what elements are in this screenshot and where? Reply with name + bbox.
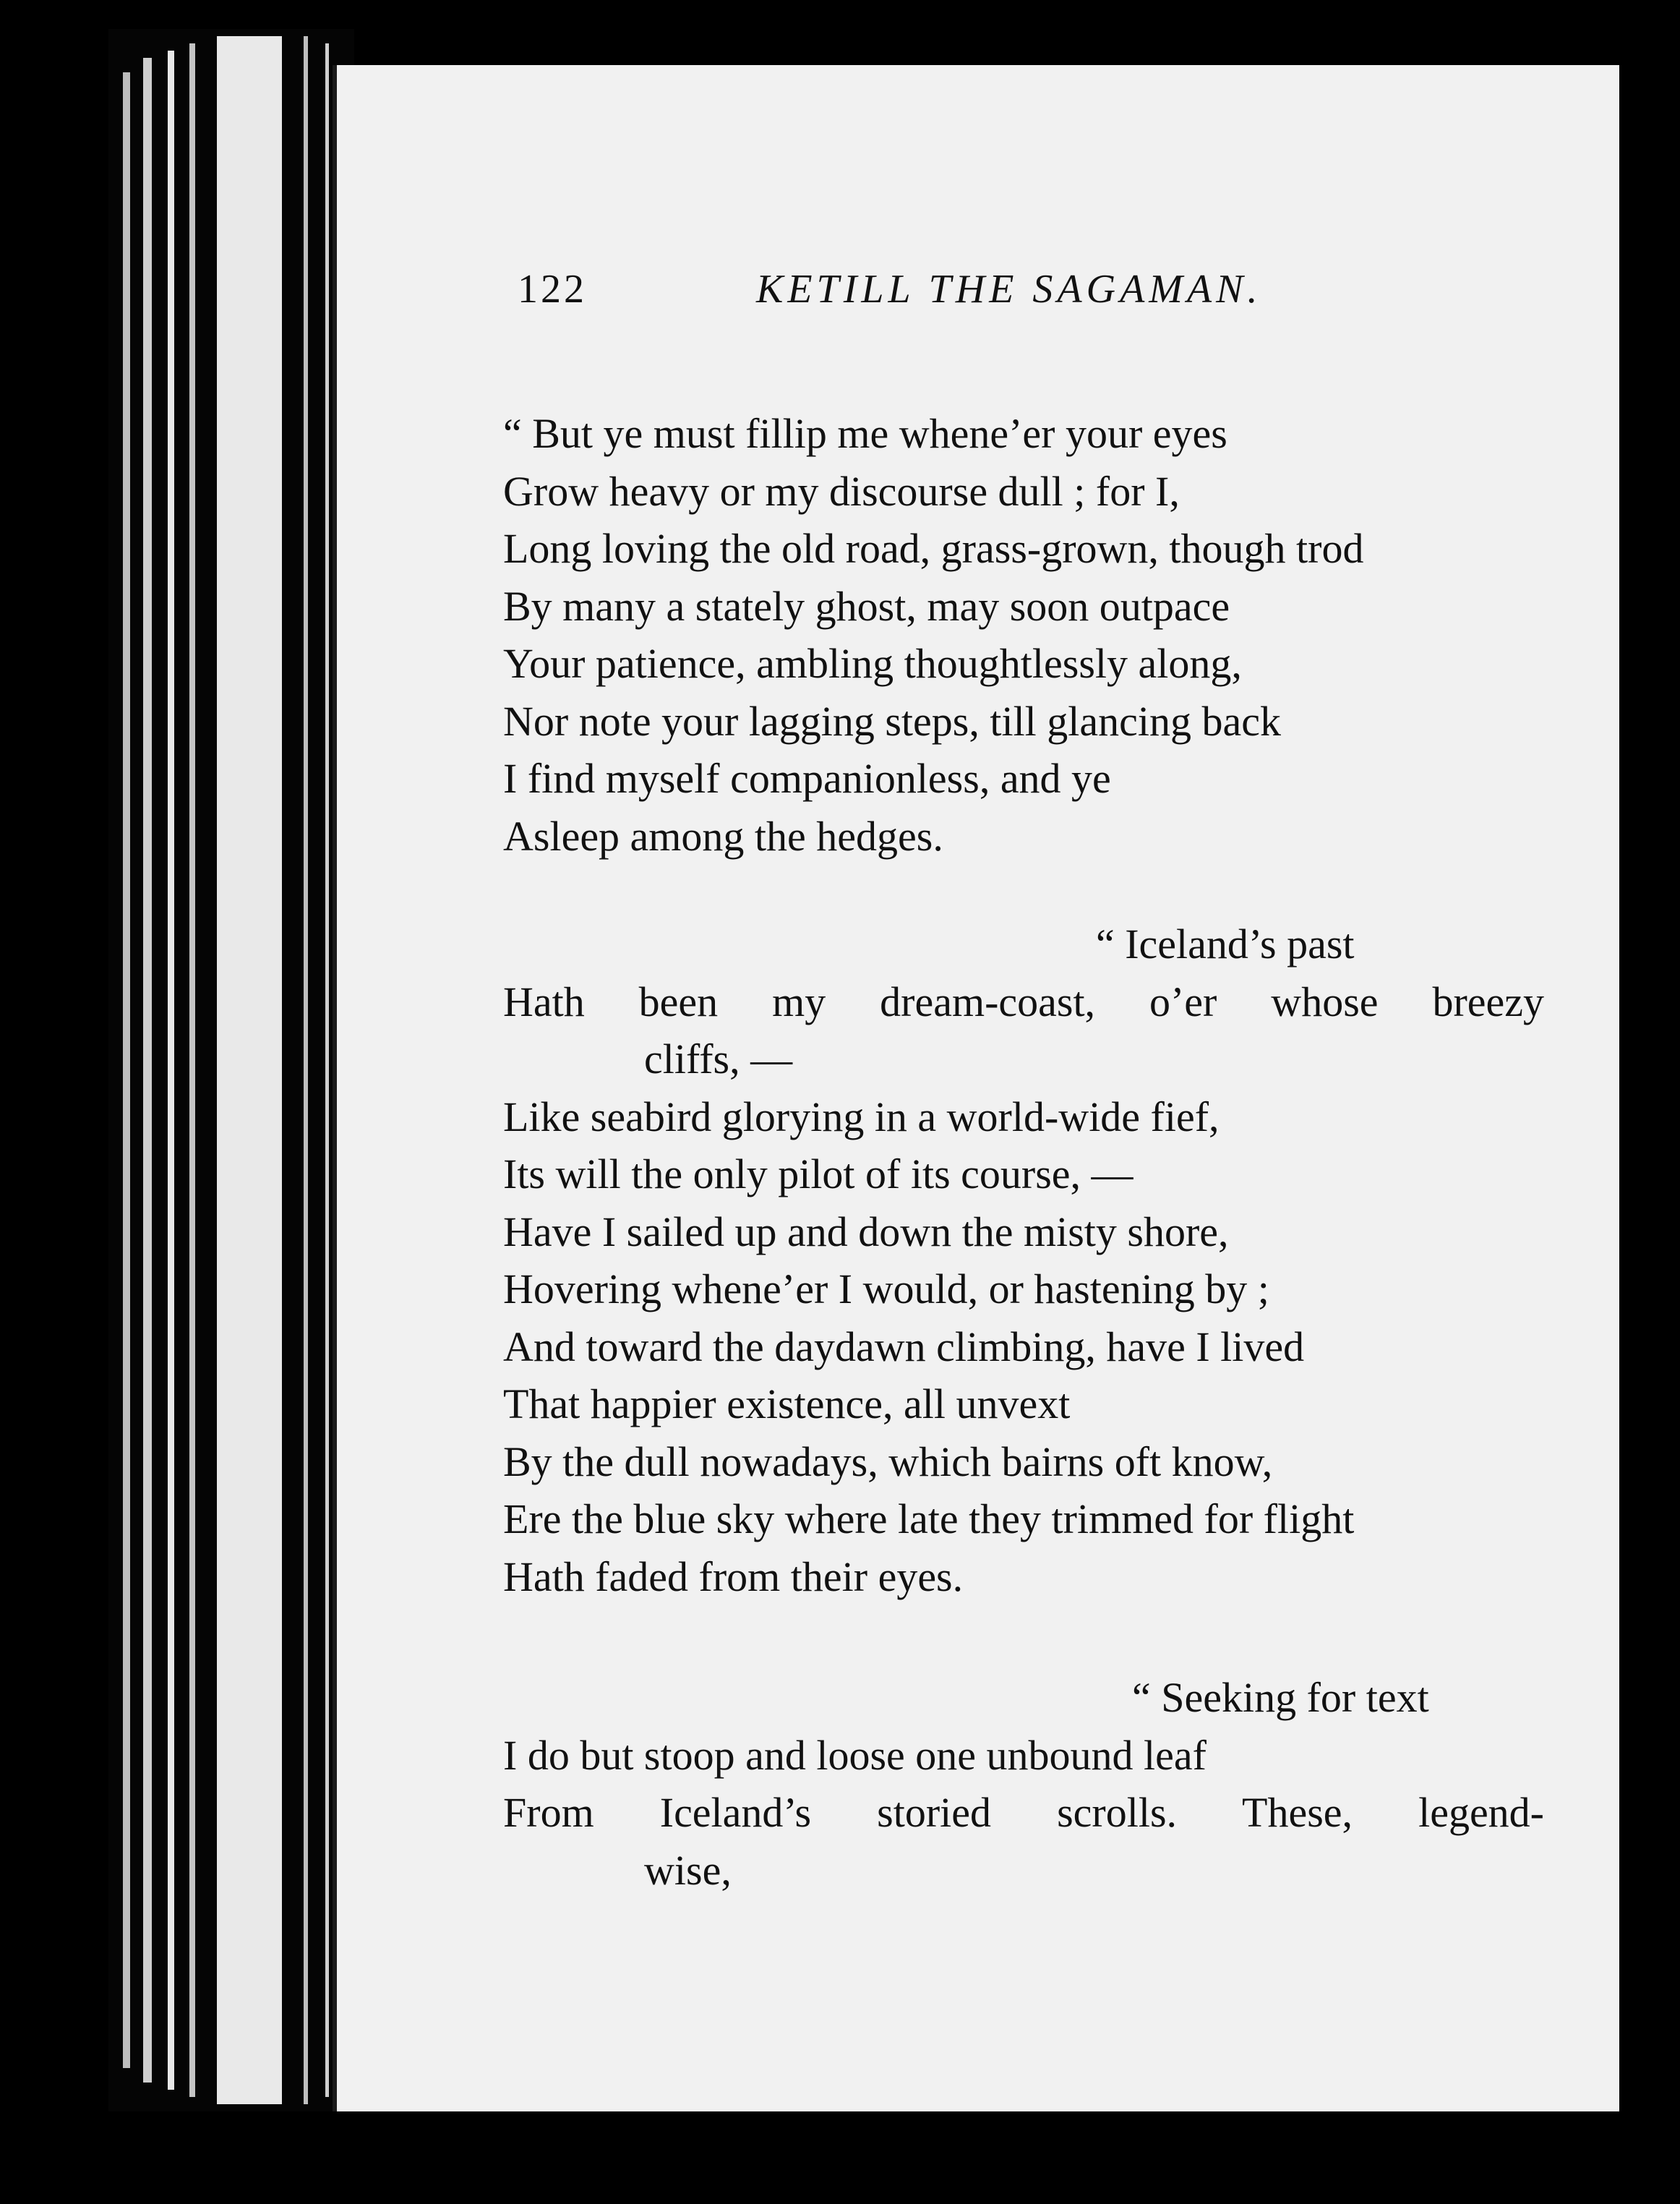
stanza-gap: [503, 1605, 1544, 1669]
poem-line: By many a stately ghost, may soon outpace: [503, 582, 1230, 630]
right-shadow: [1619, 80, 1680, 2111]
poem-line: I do but stoop and loose one unbound leaf: [503, 1731, 1207, 1779]
poem-line: Grow heavy or my discourse dull ; for I,: [503, 467, 1180, 515]
poem-line: Long loving the old road, grass-grown, though trod: [503, 525, 1364, 572]
page-edge: [168, 51, 174, 2090]
poem-line: Your patience, ambling thoughtlessly along,: [503, 640, 1242, 687]
poem-line: From Iceland’s storied scrolls. These, legend-: [503, 1789, 1544, 1836]
page-edge: [304, 36, 308, 2104]
poem-line: Hovering whene’er I would, or hastening by ;: [503, 1265, 1269, 1312]
poem-line: “ Iceland’s past: [1096, 921, 1355, 968]
poem-line: Have I sailed up and down the misty shore,: [503, 1208, 1229, 1255]
poem-line: Asleep among the hedges.: [503, 812, 943, 860]
poem-line: wise,: [644, 1846, 732, 1894]
book-page-edges: [108, 29, 354, 2111]
running-title: KETILL THE SAGAMAN.: [756, 267, 1262, 312]
page-number: 122: [518, 267, 587, 312]
poem-line: cliffs, —: [644, 1035, 793, 1082]
page-edge: [143, 58, 152, 2083]
poem-line: Hath faded from their eyes.: [503, 1552, 964, 1600]
page-edge: [217, 36, 282, 2104]
poem-line: “ But ye must fillip me whene’er your eyes: [503, 410, 1227, 457]
poem-line: Its will the only pilot of its course, —: [503, 1150, 1133, 1197]
page-edge: [325, 43, 329, 2097]
poem-line: Hath been my dream-coast, o’er whose breezy: [503, 978, 1544, 1025]
poem-line: Like seabird glorying in a world-wide fief,: [503, 1093, 1220, 1140]
poem-text: [503, 405, 1544, 1899]
poem-line: “ Seeking for text: [1132, 1674, 1429, 1721]
poem-line: Nor note your lagging steps, till glancing back: [503, 697, 1282, 745]
poem-line: That happier existence, all unvext: [503, 1380, 1071, 1427]
poem-line: By the dull nowadays, which bairns oft know,: [503, 1438, 1273, 1485]
poem-line: And toward the daydawn climbing, have I lived: [503, 1323, 1305, 1370]
stanza-gap: [503, 865, 1544, 915]
book-page: [333, 65, 1619, 2111]
page-edge: [123, 72, 130, 2068]
page-edge: [189, 43, 195, 2097]
poem-line: I find myself companionless, and ye: [503, 755, 1111, 802]
poem-line: Ere the blue sky where late they trimmed for flight: [503, 1495, 1355, 1542]
